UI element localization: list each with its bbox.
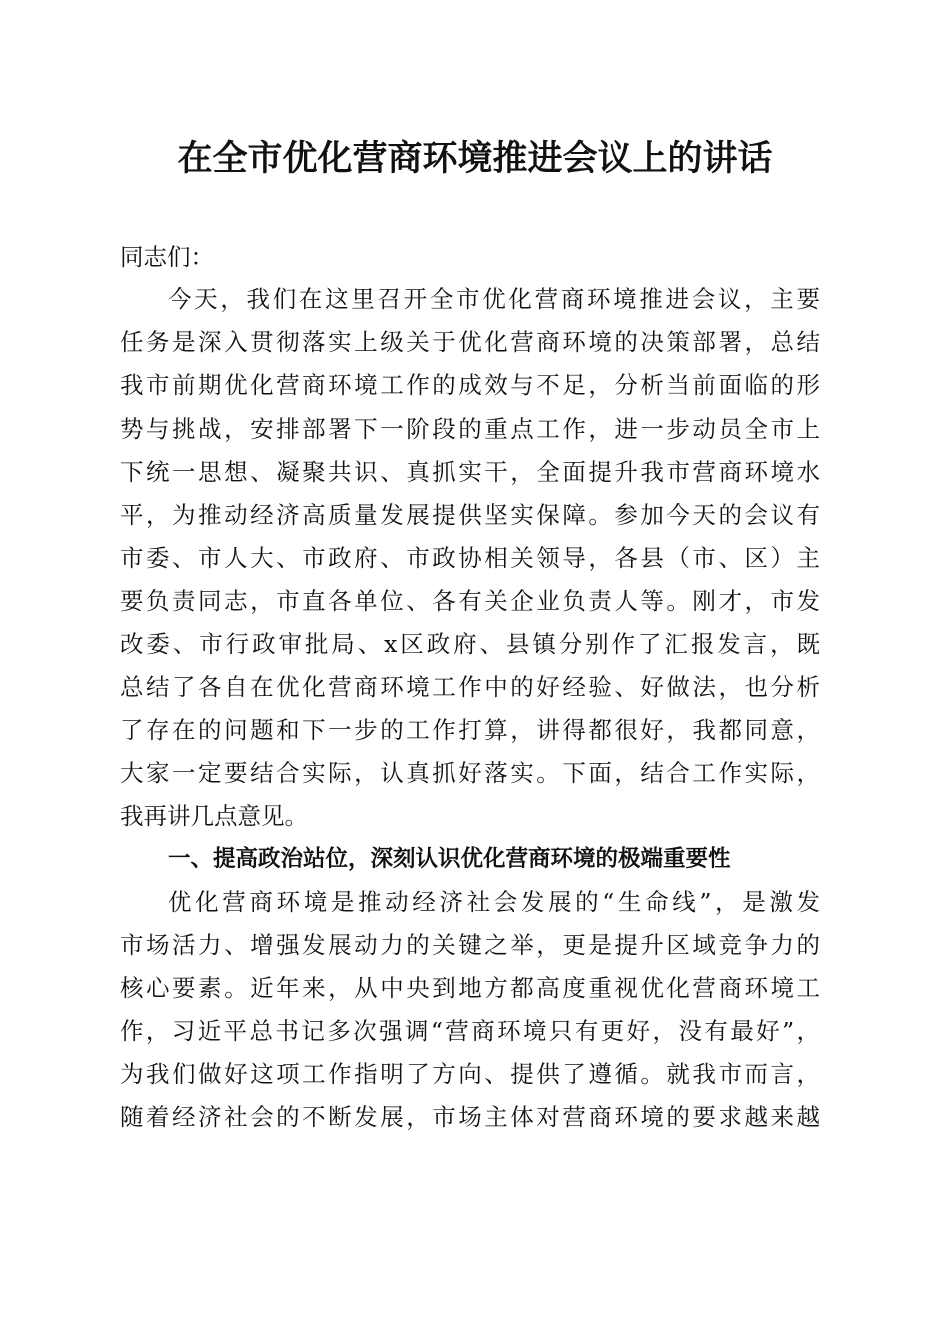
document-title: 在全市优化营商环境推进会议上的讲话	[177, 138, 773, 179]
body-line: 改委、市行政审批局、x区政府、县镇分别作了汇报发言，既	[120, 630, 820, 658]
body-line: 总结了各自在优化营商环境工作中的好经验、好做法，也分析	[120, 673, 820, 701]
body-line: 市场活力、增强发展动力的关键之举，更是提升区域竞争力的	[120, 931, 820, 959]
body-line: 平，为推动经济高质量发展提供坚实保障。参加今天的会议有	[120, 501, 820, 529]
body-line: 市委、市人大、市政府、市政协相关领导，各县（市、区）主	[120, 544, 820, 572]
body-line: 大家一定要结合实际，认真抓好落实。下面，结合工作实际，	[120, 759, 820, 787]
body-line: 任务是深入贯彻落实上级关于优化营商环境的决策部署，总结	[120, 328, 820, 356]
salutation: 同志们：	[120, 243, 214, 271]
body-line: 我再讲几点意见。	[120, 802, 308, 830]
body-line: 势与挑战，安排部署下一阶段的重点工作，进一步动员全市上	[120, 415, 820, 443]
body-line: 了存在的问题和下一步的工作打算，讲得都很好，我都同意，	[120, 716, 820, 744]
body-line: 今天，我们在这里召开全市优化营商环境推进会议，主要	[168, 285, 820, 313]
body-line: 随着经济社会的不断发展，市场主体对营商环境的要求越来越	[120, 1103, 820, 1131]
body-line: 优化营商环境是推动经济社会发展的“生命线”，是激发	[168, 888, 820, 916]
body-line: 作，习近平总书记多次强调“营商环境只有更好，没有最好”，	[120, 1017, 820, 1045]
body-line: 我市前期优化营商环境工作的成效与不足，分析当前面临的形	[120, 371, 820, 399]
body-line: 为我们做好这项工作指明了方向、提供了遵循。就我市而言，	[120, 1060, 820, 1088]
body-line: 要负责同志，市直各单位、各有关企业负责人等。刚才，市发	[120, 587, 820, 615]
body-line: 下统一思想、凝聚共识、真抓实干，全面提升我市营商环境水	[120, 458, 820, 486]
body-line: 核心要素。近年来，从中央到地方都高度重视优化营商环境工	[120, 974, 820, 1002]
section-heading: 一、提高政治站位，深刻认识优化营商环境的极端重要性	[168, 846, 731, 872]
